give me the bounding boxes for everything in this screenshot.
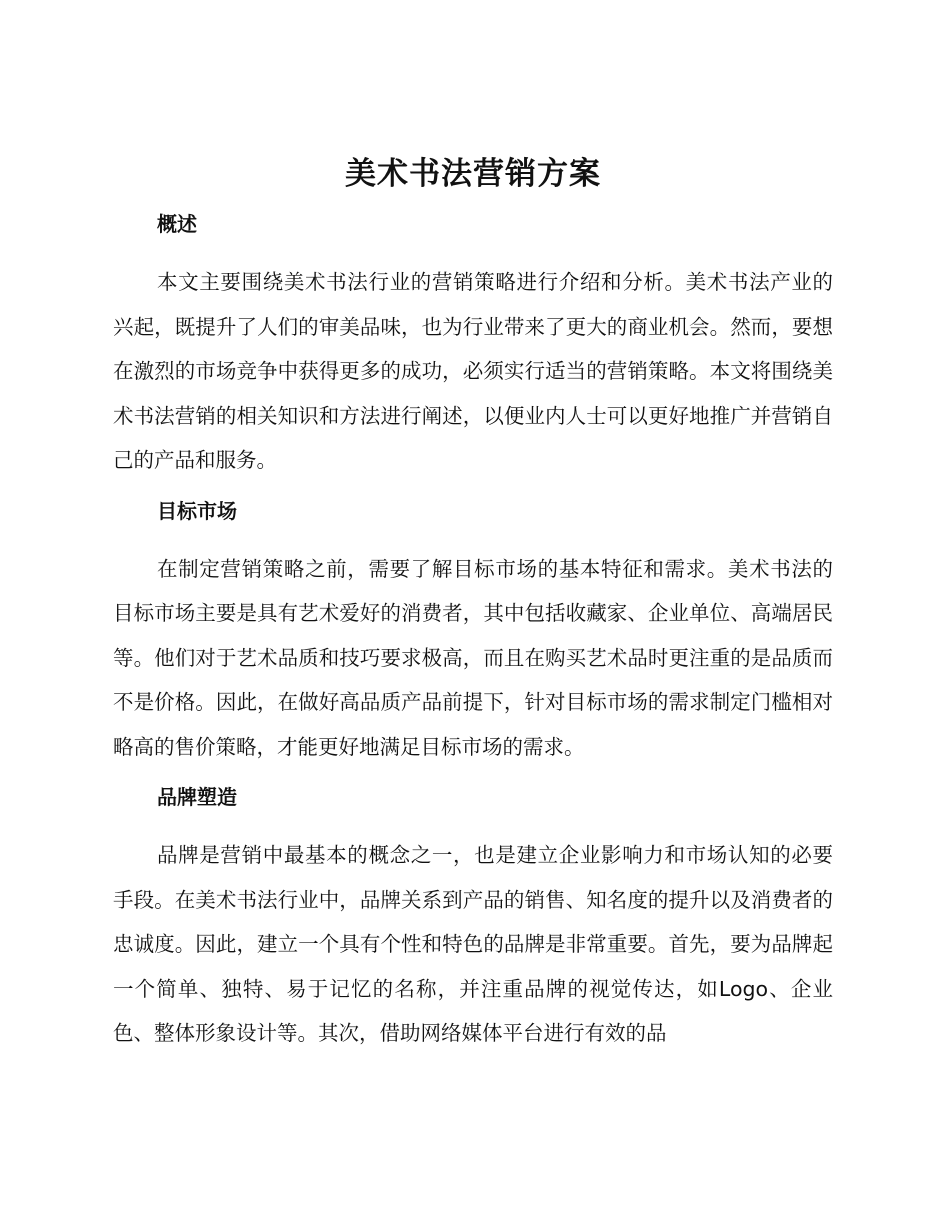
section-body-brand-building: 品牌是营销中最基本的概念之一，也是建立企业影响力和市场认知的必要手段。在美术书法行业中，品牌关系到产品的销售、知名度的提升以及消费者的忠诚度。因此，建立一个具有个性和特色的品牌是非常重要。首先，要为品牌起一个简单、独特、易于记忆的名称，并注重品牌的视觉传达，如Logo、企业色、整体形象设计等。其次，借助网络媒体平台进行有效的品 [113, 843, 833, 1045]
section-heading-overview: 概述 [157, 212, 197, 236]
section-heading-target-market: 目标市场 [157, 498, 237, 523]
document-page [113, 150, 833, 1056]
document-title: 美术书法营销方案 [345, 156, 601, 192]
section-body-overview: 本文主要围绕美术书法行业的营销策略进行介绍和分析。美术书法产业的兴起，既提升了人们的审美品味，也为行业带来了更大的商业机会。然而，要想在激烈的市场竞争中获得更多的成功，必须实行适当的营销策略。本文将围绕美术书法营销的相关知识和方法进行阐述，以便业内人士可以更好地推广并营销自己的产品和服务。 [113, 270, 833, 472]
section-body-target-market: 在制定营销策略之前，需要了解目标市场的基本特征和需求。美术书法的目标市场主要是具有艺术爱好的消费者，其中包括收藏家、企业单位、高端居民等。他们对于艺术品质和技巧要求极高，而且在购买艺术品时更注重的是品质而不是价格。因此，在做好高品质产品前提下，针对目标市场的需求制定门槛相对略高的售价策略，才能更好地满足目标市场的需求。 [113, 556, 833, 759]
section-heading-brand-building: 品牌塑造 [157, 785, 237, 809]
